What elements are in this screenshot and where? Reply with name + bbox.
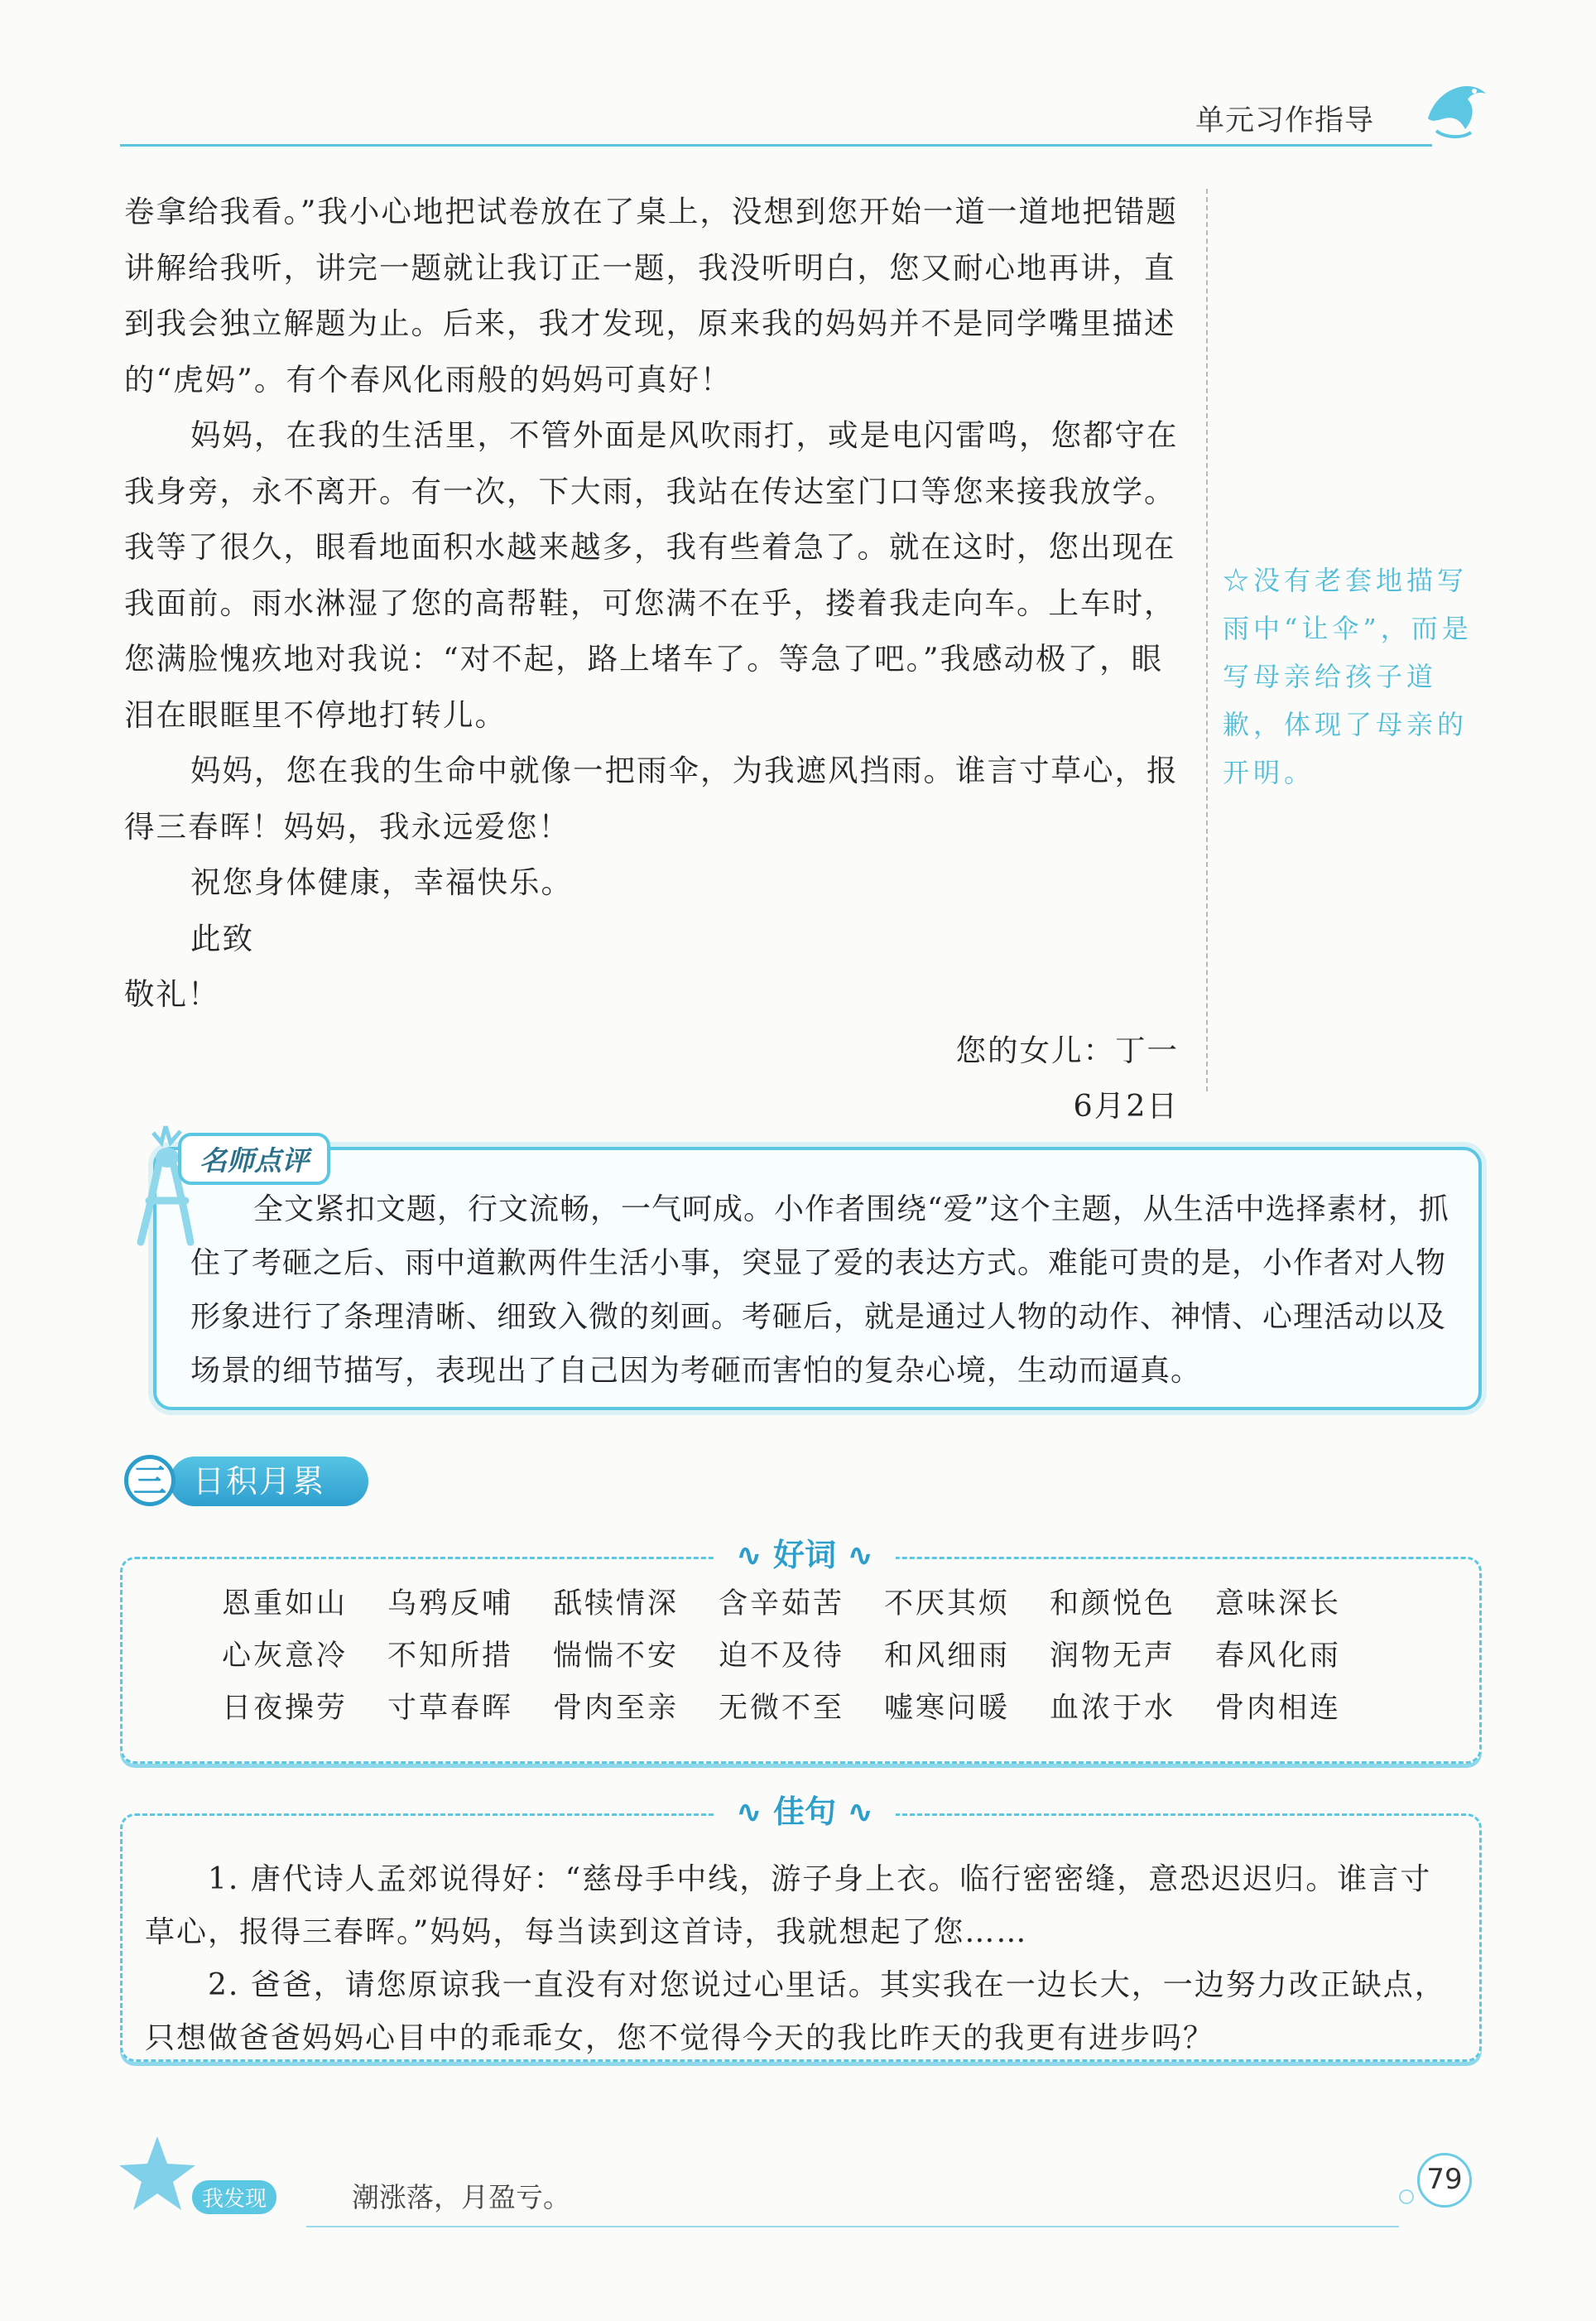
footer-caption	[192, 2180, 276, 2214]
wave-icon: ∿	[836, 1794, 874, 1830]
margin-note	[1223, 556, 1496, 797]
footer-text: 潮涨落，月盈亏。	[352, 2181, 570, 2213]
wave-icon: ∿	[735, 1794, 773, 1830]
sentence-item: 2. 爸爸，请您原谅我一直没有对您说过心里话。其实我在一边长大，一边努力改正缺点，只想做爸爸妈妈心目中的乖乖女，您不觉得今天的我比昨天的我更有进步吗？	[145, 1968, 1446, 2055]
letter-wish: 祝您身体健康，幸福快乐。	[190, 864, 573, 900]
letter-signature: 您的女儿：丁一	[955, 1032, 1179, 1068]
word: 意味深长	[1215, 1587, 1342, 1620]
wave-icon: ∿	[836, 1537, 874, 1573]
good-sentences-text	[145, 1853, 1457, 2065]
word: 恩重如山	[222, 1587, 349, 1620]
section-title: 日积月累	[170, 1457, 368, 1506]
word: 和颜悦色	[1050, 1587, 1176, 1620]
word: 无微不至	[719, 1692, 845, 1725]
good-words-label	[714, 1532, 896, 1578]
dolphin-icon	[1420, 73, 1494, 147]
sentence-item: 1. 唐代诗人孟郊说得好：“慈母手中线，游子身上衣。临行密密缝，意恐迟迟归。谁言寸草心，报得三春晖。”妈妈，每当读到这首诗，我就想起了您……	[145, 1862, 1432, 1949]
letter-date: 6月2日	[1073, 1088, 1179, 1124]
good-sentences-label	[714, 1789, 896, 1835]
word: 不厌其烦	[884, 1587, 1011, 1620]
word: 和风细雨	[884, 1640, 1011, 1673]
letter-paragraph: 卷拿给我看。”我小心地把试卷放在了桌上，没想到您开始一道一道地把错题讲解给我听，讲完一题就让我订正一题，我没听明白，您又耐心地再讲，直到我会独立解题为止。后来，我才发现，原来我的妈妈并不是同学嘴里描述的“虎妈”。有个春风化雨般的妈妈可真好！	[124, 194, 1178, 397]
letter-paragraph: 妈妈，在我的生活里，不管外面是风吹雨打，或是电闪雷鸣，您都守在我身旁，永不离开。有一次，下大雨，我站在传达室门口等您来接我放学。我等了很久，眼看地面积水越来越多，我有些着急了。就在这时，您出现在我面前。雨水淋湿了您的高帮鞋，可您满不在乎，搂着我走向车。上车时，您满脸愧疚地对我说：“对不起，路上堵车了。等急了吧。”我感动极了，眼泪在眼眶里不停地打转儿。	[124, 417, 1179, 733]
teacher-comment-text	[190, 1182, 1461, 1398]
word: 舐犊情深	[553, 1587, 680, 1620]
word: 骨肉至亲	[553, 1692, 680, 1725]
page-dot	[1399, 2189, 1414, 2204]
footer-divider	[306, 2226, 1399, 2227]
good-sentences-label-text: 佳句	[772, 1794, 836, 1830]
teacher-comment-tag: 名师点评	[178, 1133, 330, 1185]
good-words-label-text: 好词	[772, 1537, 836, 1573]
word-row	[222, 1683, 1381, 1735]
word: 不知所措	[387, 1640, 514, 1673]
header-title: 单元习作指导	[1195, 104, 1374, 137]
footer-caption-badge: 我发现	[192, 2180, 276, 2214]
word: 日夜操劳	[222, 1692, 349, 1725]
word: 含辛茹苦	[719, 1587, 845, 1620]
good-words-grid	[222, 1578, 1381, 1735]
word: 血浓于水	[1050, 1692, 1176, 1725]
word: 骨肉相连	[1215, 1692, 1342, 1725]
letter-cizhi: 此致	[190, 920, 254, 956]
letter-body	[124, 184, 1185, 1134]
word: 迫不及待	[719, 1640, 845, 1673]
word: 乌鸦反哺	[387, 1587, 514, 1620]
word: 惴惴不安	[553, 1640, 680, 1673]
word: 润物无声	[1050, 1640, 1176, 1673]
word: 心灰意冷	[222, 1640, 349, 1673]
margin-note-text: 没有老套地描写雨中“让伞”，而是写母亲给孩子道歉，体现了母亲的开明。	[1223, 565, 1473, 788]
word: 春风化雨	[1215, 1640, 1342, 1673]
wave-icon: ∿	[735, 1537, 773, 1573]
letter-jingli: 敬礼！	[124, 976, 220, 1012]
word-row	[222, 1578, 1381, 1630]
starfish-icon	[116, 2132, 199, 2215]
teacher-comment-paragraph: 全文紧扣文题，行文流畅，一气呵成。小作者围绕“爱”这个主题，从生活中选择素材，抓住了考砸之后、雨中道歉两件生活小事，突显了爱的表达方式。难能可贵的是，小作者对人物形象进行了条理清晰、细致入微的刻画。考砸后，就是通过人物的动作、神情、心理活动以及场景的细节描写，表现出了自己因为考砸而害怕的复杂心境，生动而逼真。	[190, 1192, 1449, 1388]
letter-paragraph: 妈妈，您在我的生命中就像一把雨伞，为我遮风挡雨。谁言寸草心，报得三春晖！妈妈，我永远爱您！	[124, 753, 1179, 845]
word: 寸草春晖	[387, 1692, 514, 1725]
word-row	[222, 1630, 1381, 1683]
margin-divider	[1206, 189, 1208, 1091]
star-icon: ☆	[1223, 565, 1254, 596]
section-number: 三	[124, 1455, 175, 1506]
header-divider	[120, 144, 1432, 147]
page-number: 79	[1417, 2153, 1472, 2208]
word: 嘘寒问暖	[884, 1692, 1011, 1725]
